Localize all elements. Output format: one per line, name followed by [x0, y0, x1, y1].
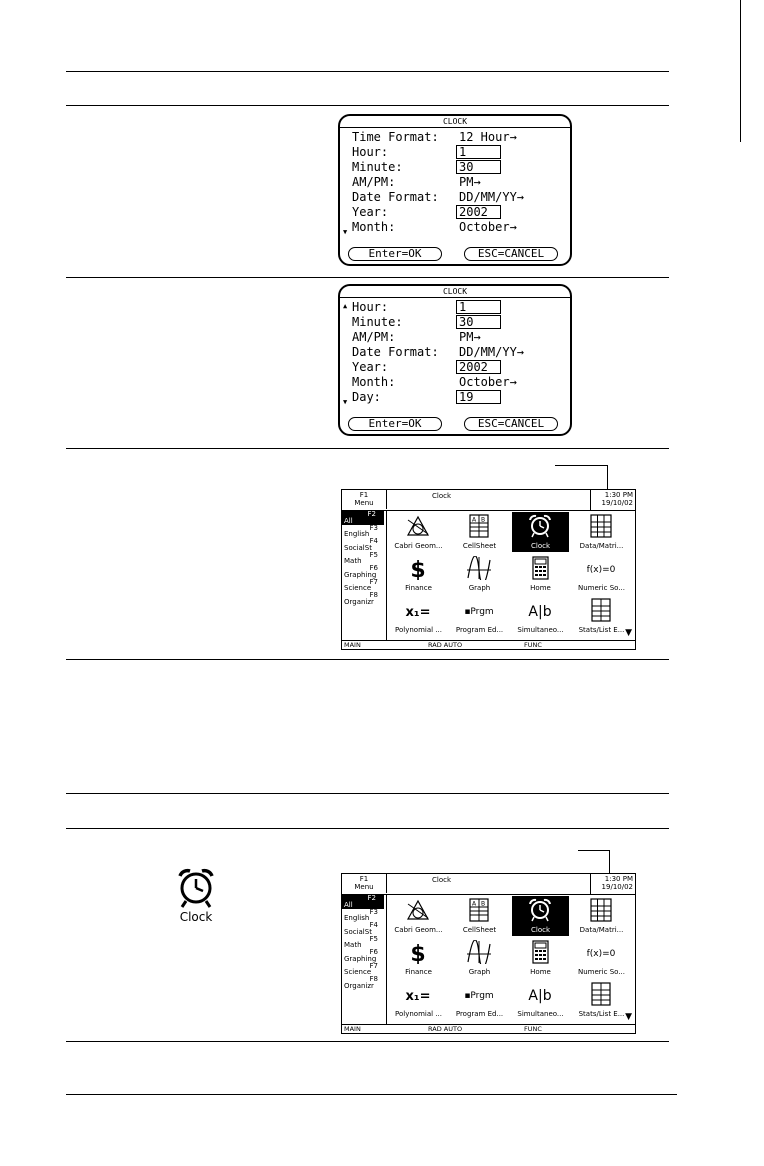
- time-text: 1:30 PM: [604, 875, 633, 883]
- field-label: Hour:: [352, 300, 389, 314]
- f1-menu-button[interactable]: [342, 490, 387, 509]
- svg-text:x₁=: x₁=: [405, 989, 431, 1004]
- category-key: F7: [369, 577, 378, 586]
- app-name: Numeric So...: [578, 968, 625, 976]
- status-main: MAIN: [344, 641, 361, 649]
- field-value[interactable]: October→: [459, 375, 517, 389]
- app-tile[interactable]: [451, 512, 508, 552]
- category-name: Science: [344, 968, 372, 976]
- category-name: SocialSt: [344, 927, 372, 936]
- clock-label: Clock: [179, 910, 213, 924]
- category-key: F8: [369, 975, 378, 983]
- app-tile[interactable]: [451, 554, 508, 594]
- dialog-row: [352, 315, 562, 330]
- app-name: Polynomial ...: [395, 626, 442, 634]
- dialog-row: [352, 345, 562, 360]
- apps-desktop-2: [341, 873, 636, 1034]
- status-bar: [342, 1024, 635, 1033]
- field-value[interactable]: PM→: [459, 175, 481, 189]
- clock-dialog-1: [338, 114, 572, 266]
- svg-text:▪Prgm: ▪Prgm: [465, 991, 493, 1001]
- table-rule: [66, 71, 669, 72]
- table-rule: [66, 448, 669, 449]
- field-label: Hour:: [352, 145, 389, 159]
- calculator-icon: [526, 940, 554, 964]
- table-rule: [66, 828, 669, 829]
- category-item[interactable]: [342, 949, 386, 963]
- dialog-row: [352, 160, 562, 175]
- svg-text:$: $: [410, 558, 426, 580]
- status-func: FUNC: [524, 1025, 542, 1033]
- category-item[interactable]: [342, 895, 384, 909]
- app-name: Simultaneo...: [517, 1010, 564, 1018]
- app-tile[interactable]: [573, 512, 630, 552]
- menu-bar: [342, 874, 635, 895]
- category-item[interactable]: [342, 922, 386, 936]
- dialog-fields: [352, 130, 562, 235]
- app-name: Simultaneo...: [517, 626, 564, 634]
- app-name: Home: [530, 968, 551, 976]
- footer-rule: [66, 1094, 677, 1095]
- dialog-row: [352, 360, 562, 375]
- esc-cancel-button[interactable]: ESC=CANCEL: [464, 247, 558, 261]
- menu-label: Menu: [354, 883, 374, 891]
- program-editor-icon: [465, 598, 493, 622]
- app-tile[interactable]: [451, 896, 508, 936]
- app-tile[interactable]: [573, 554, 630, 594]
- category-name: Math: [344, 941, 362, 949]
- app-name: Finance: [405, 584, 432, 592]
- data-matrix-icon: [587, 898, 615, 922]
- field-input[interactable]: 30: [456, 315, 501, 329]
- app-name: Stats/List E...: [578, 626, 625, 634]
- svg-text:▪Prgm: ▪Prgm: [465, 607, 493, 617]
- app-tile[interactable]: [512, 554, 569, 594]
- category-name: All: [344, 516, 353, 525]
- category-item[interactable]: [342, 538, 386, 552]
- field-input[interactable]: 1: [456, 145, 501, 159]
- svg-text:A|b: A|b: [528, 604, 552, 620]
- app-tile[interactable]: [390, 554, 447, 594]
- callout-line: [555, 465, 608, 490]
- cabri-geometry-icon: [404, 514, 432, 538]
- app-tile[interactable]: [451, 980, 508, 1020]
- app-name: Data/Matri...: [579, 542, 624, 550]
- category-key: F5: [369, 550, 378, 559]
- screen-title: Clock: [432, 876, 452, 884]
- category-key: F5: [369, 934, 378, 943]
- svg-text:$: $: [410, 942, 426, 964]
- svg-text:f(x)=0: f(x)=0: [587, 565, 615, 575]
- field-label: Date Format:: [352, 190, 439, 204]
- polynomial-icon: [404, 982, 432, 1006]
- field-value[interactable]: October→: [459, 220, 517, 234]
- clock-readout: [590, 874, 635, 894]
- svg-text:A|b: A|b: [528, 988, 552, 1004]
- polynomial-icon: [404, 598, 432, 622]
- app-name: Graph: [468, 968, 491, 976]
- margin-rule: [740, 0, 741, 142]
- field-input[interactable]: 1: [456, 300, 501, 314]
- category-key: F4: [369, 537, 378, 545]
- data-matrix-icon: [587, 514, 615, 538]
- dollar-icon: [404, 940, 432, 964]
- clock-dialog-2: [338, 284, 572, 436]
- app-tile[interactable]: [390, 896, 447, 936]
- category-name: Organizr: [344, 597, 374, 606]
- svg-text:B: B: [481, 900, 486, 908]
- field-value[interactable]: DD/MM/YY→: [459, 345, 525, 359]
- f1-key-label: F1: [359, 491, 369, 499]
- clock-app-figure: [170, 866, 222, 928]
- field-label: Day:: [352, 390, 381, 404]
- dialog-row: [352, 205, 562, 220]
- dialog-title: CLOCK: [340, 116, 570, 128]
- category-name: Science: [344, 584, 372, 592]
- status-func: FUNC: [524, 641, 542, 649]
- alarm-clock-icon: [526, 514, 554, 538]
- field-label: Minute:: [352, 160, 403, 174]
- category-key: F4: [369, 921, 378, 929]
- field-label: AM/PM:: [352, 175, 396, 189]
- field-label: Date Format:: [352, 345, 439, 359]
- status-mode: RAD AUTO: [428, 1025, 463, 1033]
- status-main: MAIN: [344, 1025, 361, 1033]
- field-label: Year:: [352, 205, 389, 219]
- screen-title: Clock: [432, 492, 452, 500]
- category-name: Organizr: [344, 981, 374, 990]
- numeric-solver-icon: [587, 940, 615, 964]
- callout-line: [578, 850, 610, 875]
- category-name: Math: [344, 557, 362, 565]
- status-bar: [342, 640, 635, 649]
- alarm-clock-icon: [170, 866, 222, 910]
- svg-text:f(x)=0: f(x)=0: [587, 949, 615, 959]
- program-editor-icon: [465, 982, 493, 1006]
- app-name: Finance: [405, 968, 432, 976]
- app-name: Home: [530, 584, 551, 592]
- app-tile[interactable]: [390, 980, 447, 1020]
- field-label: Minute:: [352, 315, 403, 329]
- category-key: F3: [369, 523, 378, 532]
- clock-readout: [590, 490, 635, 510]
- category-item[interactable]: [342, 525, 386, 539]
- numeric-solver-icon: [587, 556, 615, 580]
- esc-cancel-button[interactable]: ESC=CANCEL: [464, 417, 558, 431]
- field-value[interactable]: PM→: [459, 330, 481, 344]
- app-tile[interactable]: [451, 596, 508, 636]
- scroll-down-icon: ▼: [343, 228, 348, 236]
- app-tile[interactable]: [512, 980, 569, 1020]
- category-item[interactable]: [342, 909, 386, 923]
- field-value[interactable]: 12 Hour→: [459, 130, 517, 144]
- svg-text:x₁=: x₁=: [405, 605, 431, 620]
- dialog-title: CLOCK: [340, 286, 570, 298]
- category-item[interactable]: [342, 565, 386, 579]
- category-sidebar: [342, 511, 387, 640]
- field-label: Month:: [352, 220, 396, 234]
- app-tile[interactable]: [512, 512, 569, 552]
- category-item[interactable]: [342, 592, 386, 606]
- date-text: 19/10/02: [601, 499, 633, 507]
- category-key: F7: [369, 961, 378, 970]
- svg-text:B: B: [481, 516, 486, 524]
- apps-desktop-1: [341, 489, 636, 650]
- category-name: All: [344, 900, 353, 909]
- category-item[interactable]: [342, 579, 386, 593]
- category-name: English: [344, 914, 370, 922]
- category-key: F3: [369, 907, 378, 916]
- dialog-row: [352, 130, 562, 145]
- app-grid: [388, 896, 635, 1024]
- cabri-geometry-icon: [404, 898, 432, 922]
- category-key: F2: [367, 510, 376, 518]
- app-tile[interactable]: [390, 938, 447, 978]
- dialog-row: [352, 145, 562, 160]
- dialog-row: [352, 375, 562, 390]
- dollar-icon: [404, 556, 432, 580]
- app-tile[interactable]: [573, 896, 630, 936]
- app-tile[interactable]: [512, 938, 569, 978]
- dialog-row: [352, 390, 562, 405]
- category-name: Graphing: [344, 954, 377, 963]
- category-item[interactable]: [342, 552, 386, 566]
- enter-ok-button[interactable]: Enter=OK: [348, 417, 442, 431]
- app-name: Data/Matri...: [579, 926, 624, 934]
- category-name: Graphing: [344, 570, 377, 579]
- app-tile[interactable]: [451, 938, 508, 978]
- app-tile[interactable]: [390, 596, 447, 636]
- stats-list-icon: [587, 982, 615, 1006]
- enter-ok-button[interactable]: Enter=OK: [348, 247, 442, 261]
- app-name: Clock: [530, 926, 551, 934]
- field-label: AM/PM:: [352, 330, 396, 344]
- alarm-clock-icon: [526, 898, 554, 922]
- cellsheet-icon: [465, 514, 493, 538]
- category-name: English: [344, 530, 370, 538]
- dialog-row: [352, 190, 562, 205]
- category-name: SocialSt: [344, 543, 372, 552]
- table-rule: [66, 277, 669, 278]
- field-label: Month:: [352, 375, 396, 389]
- app-name: Cabri Geom...: [394, 542, 443, 550]
- app-name: Program Ed...: [455, 626, 504, 634]
- app-name: CellSheet: [462, 542, 497, 550]
- app-tile[interactable]: [573, 596, 630, 636]
- field-label: Year:: [352, 360, 389, 374]
- app-name: Program Ed...: [455, 1010, 504, 1018]
- category-key: F6: [369, 564, 378, 572]
- scroll-down-icon: ▼: [343, 398, 348, 406]
- app-name: Polynomial ...: [395, 1010, 442, 1018]
- app-name: Stats/List E...: [578, 1010, 625, 1018]
- dialog-row: [352, 330, 562, 345]
- table-rule: [66, 1041, 669, 1042]
- table-rule: [66, 659, 669, 660]
- svg-text:A: A: [472, 900, 477, 908]
- field-input[interactable]: 19: [456, 390, 501, 404]
- time-text: 1:30 PM: [604, 491, 633, 499]
- simultaneous-icon: [526, 598, 554, 622]
- graph-icon: [465, 940, 493, 964]
- menu-label: Menu: [354, 499, 374, 507]
- dialog-row: [352, 300, 562, 315]
- category-key: F8: [369, 591, 378, 599]
- dialog-row: [352, 175, 562, 190]
- category-item[interactable]: [342, 963, 386, 977]
- field-value[interactable]: DD/MM/YY→: [459, 190, 525, 204]
- category-key: F6: [369, 948, 378, 956]
- scroll-down-icon: ▼: [625, 1012, 632, 1022]
- simultaneous-icon: [526, 982, 554, 1006]
- field-input[interactable]: 2002: [456, 205, 501, 219]
- app-name: CellSheet: [462, 926, 497, 934]
- calculator-icon: [526, 556, 554, 580]
- table-rule: [66, 105, 669, 106]
- field-input[interactable]: 2002: [456, 360, 501, 374]
- table-rule: [66, 793, 669, 794]
- svg-text:A: A: [472, 516, 477, 524]
- graph-icon: [465, 556, 493, 580]
- app-tile[interactable]: [573, 938, 630, 978]
- field-input[interactable]: 30: [456, 160, 501, 174]
- cellsheet-icon: [465, 898, 493, 922]
- app-name: Clock: [530, 542, 551, 550]
- app-name: Cabri Geom...: [394, 926, 443, 934]
- menu-bar: [342, 490, 635, 511]
- status-mode: RAD AUTO: [428, 641, 463, 649]
- app-name: Graph: [468, 584, 491, 592]
- app-tile[interactable]: [512, 596, 569, 636]
- app-tile[interactable]: [390, 512, 447, 552]
- category-item[interactable]: [342, 936, 386, 950]
- scroll-down-icon: ▼: [625, 628, 632, 638]
- category-item[interactable]: [342, 976, 386, 990]
- category-key: F2: [367, 894, 376, 902]
- category-sidebar: [342, 895, 387, 1024]
- dialog-fields: [352, 300, 562, 405]
- stats-list-icon: [587, 598, 615, 622]
- field-label: Time Format:: [352, 130, 439, 144]
- scroll-up-icon: ▲: [343, 302, 348, 310]
- date-text: 19/10/02: [601, 883, 633, 891]
- f1-menu-button[interactable]: [342, 874, 387, 893]
- category-item[interactable]: [342, 511, 384, 525]
- f1-key-label: F1: [359, 875, 369, 883]
- app-grid: [388, 512, 635, 640]
- dialog-row: [352, 220, 562, 235]
- app-tile[interactable]: [512, 896, 569, 936]
- app-name: Numeric So...: [578, 584, 625, 592]
- app-tile[interactable]: [573, 980, 630, 1020]
